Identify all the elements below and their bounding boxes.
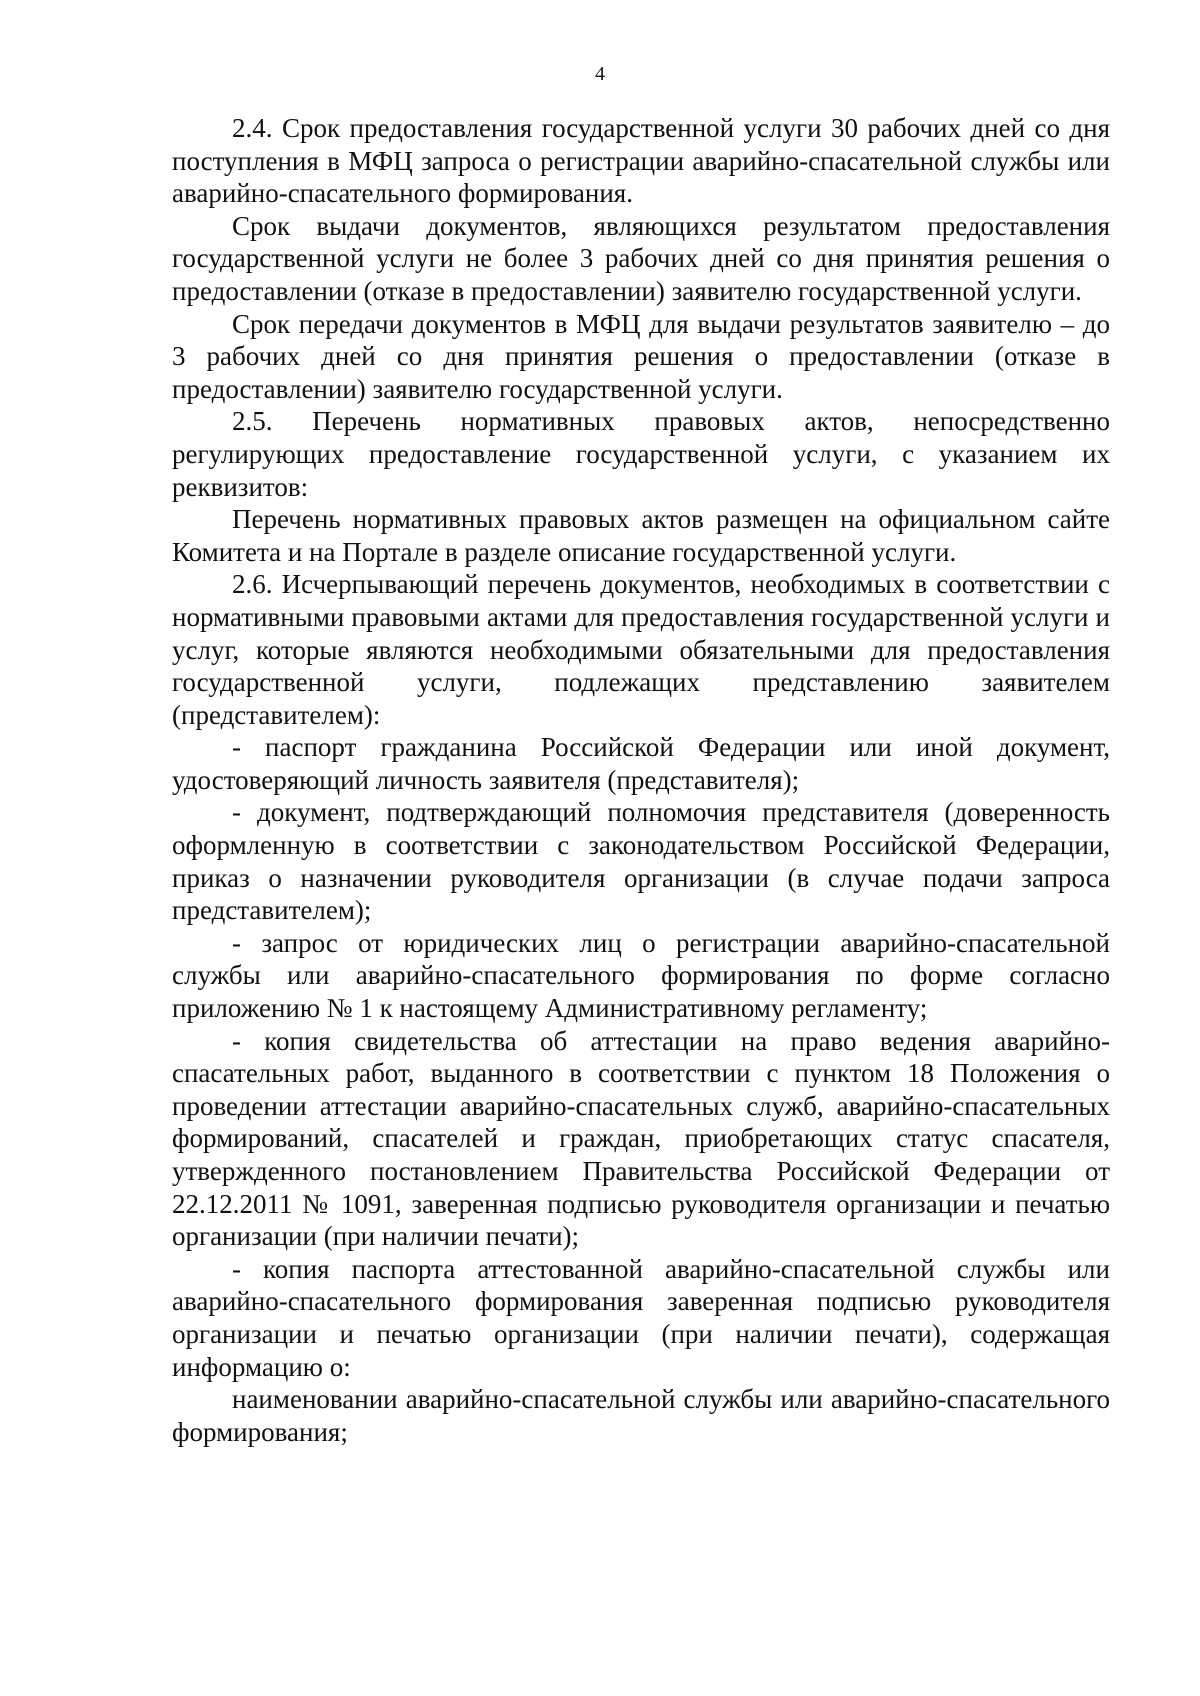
- paragraph-acts-list: Перечень нормативных правовых актов размещен на официальном сайте Комитета и на Портале в разделе описание государственной услуги.: [172, 504, 1110, 567]
- list-subitem-name: наименовании аварийно-спасательной службы или аварийно-спасательного формирования;: [172, 1384, 1110, 1447]
- page-number: 4: [595, 63, 605, 85]
- list-item-service-passport-copy: - копия паспорта аттестованной аварийно-спасательной службы или аварийно-спасательного формирования заверенная подписью руководителя организации и печатью организации (при наличии печати), содержащая информацию о:: [172, 1253, 1110, 1382]
- list-item-certificate-copy: - копия свидетельства об аттестации на право ведения аварийно-спасательных работ, выданного в соответствии с пунктом 18 Положения о проведении аттестации аварийно-спасательных служб, аварийно-спасательных формирований, спасателей и граждан, приобретающих статус спасателя, утвержденного постановлением Правительства Российской Федерации от 22.12.2011 № 1091, заверенная подписью руководителя организации и печатью организации (при наличии печати);: [172, 1025, 1110, 1252]
- list-item-passport: - паспорт гражданина Российской Федерации или иной документ, удостоверяющий личность заявителя (представителя);: [172, 732, 1110, 795]
- document-body: [172, 112, 1110, 1448]
- paragraph-2-6: 2.6. Исчерпывающий перечень документов, необходимых в соответствии с нормативными правовыми актами для предоставления государственной услуги и услуг, которые являются необходимыми обязательными для предоставления государственной услуги, подлежащих представлению заявителем (представителем):: [172, 569, 1110, 730]
- paragraph-issue-deadline: Срок выдачи документов, являющихся результатом предоставления государственной услуги не более 3 рабочих дней со дня принятия решения о предоставлении (отказе в предоставлении) заявителю государственной услуги.: [172, 210, 1110, 306]
- paragraph-2-5: 2.5. Перечень нормативных правовых актов, непосредственно регулирующих предоставление государственной услуги, с указанием их реквизитов:: [172, 406, 1110, 502]
- paragraph-2-4: 2.4. Срок предоставления государственной услуги 30 рабочих дней со дня поступления в МФЦ запроса о регистрации аварийно-спасательной службы или аварийно-спасательного формирования.: [172, 113, 1110, 209]
- list-item-authority-document: - документ, подтверждающий полномочия представителя (доверенность оформленную в соответствии с законодательством Российской Федерации, приказ о назначении руководителя организации (в случае подачи запроса представителем);: [172, 797, 1110, 926]
- paragraph-transfer-deadline: Срок передачи документов в МФЦ для выдачи результатов заявителю – до 3 рабочих дней со дня принятия решения о предоставлении (отказе в предоставлении) заявителю государственной услуги.: [172, 308, 1110, 404]
- list-item-request: - запрос от юридических лиц о регистрации аварийно-спасательной службы или аварийно-спасательного формирования по форме согласно приложению № 1 к настоящему Административному регламенту;: [172, 927, 1110, 1024]
